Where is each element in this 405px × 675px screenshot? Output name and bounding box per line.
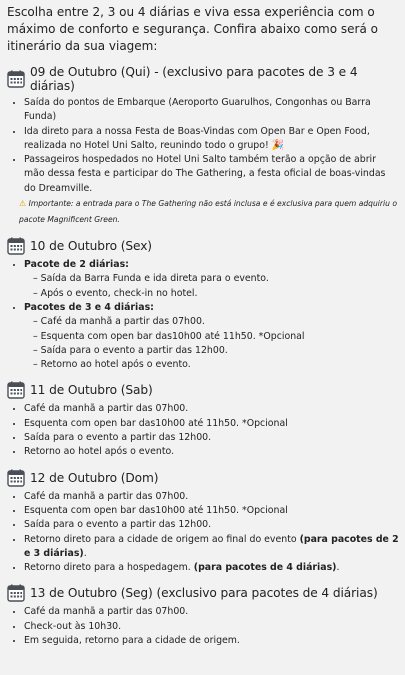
day-header [7, 65, 399, 93]
list-item: – Após o evento, check-in no hotel. [33, 287, 399, 301]
day-title: 11 de Outubro (Sab) [30, 383, 153, 398]
list-item: • Saída para o evento a partir das 12h00. [24, 431, 399, 445]
calendar-icon [7, 70, 25, 88]
list-item: • Café da manhã a partir das 07h00. [24, 402, 399, 416]
list-item: • Saída para o evento a partir das 12h00. [24, 518, 399, 532]
list-item: – Retorno ao hotel após o evento. [33, 358, 399, 372]
list-item: – Esquenta com open bar das10h00 até 11h50. *Opcional [33, 330, 399, 344]
list-item: • Esquenta com open bar das10h00 até 11h50. *Opcional [24, 417, 399, 431]
list-item: – Saída da Barra Funda e ida direta para o evento. [33, 272, 399, 286]
list-item: • Retorno direto para a cidade de origem ao final do evento (para pacotes de 2 e 3 diárias). [24, 533, 399, 562]
calendar-icon [7, 381, 25, 399]
list-item: • Saída do pontos de Embarque (Aeroporto Guarulhos, Congonhas ou Barra Funda) [24, 96, 399, 125]
intro-text: Escolha entre 2, 3 ou 4 diárias e viva essa experiência com o máximo de conforto e segurança. Confira abaixo como será o itinerário da sua viagem: [7, 5, 378, 53]
day-oct-09 [7, 65, 399, 228]
calendar-icon [7, 469, 25, 487]
sub-items [24, 272, 399, 301]
list-item: • Café da manhã a partir das 07h00. [24, 605, 399, 619]
list-item: • Passageiros hospedados no Hotel Uni Salto também terão a opção de abrir mão dessa festa e participar do The Gathering, a festa oficial de boas-vindas do Dreamville. [24, 153, 399, 196]
day-header [7, 381, 399, 399]
important-note: ⚠ Importante: a entrada para o The Gathering não está inclusa e é exclusiva para quem adquiriu o pacote Magnificent Green. [19, 199, 398, 225]
party-popper-icon: 🎉 [271, 139, 285, 151]
list-item: • Esquenta com open bar das10h00 até 11h50. *Opcional [24, 504, 399, 518]
list-item: • Café da manhã a partir das 07h00. [24, 490, 399, 504]
day-title: 13 de Outubro (Seg) (exclusivo para pacotes de 4 diárias) [30, 586, 378, 601]
calendar-icon [7, 237, 25, 255]
group-label: Pacotes de 3 e 4 diárias: [24, 301, 154, 313]
day-oct-10 [7, 237, 399, 372]
calendar-icon [7, 584, 25, 602]
day-items [7, 490, 399, 576]
day-title: 10 de Outubro (Sex) [30, 239, 152, 254]
list-item: – Café da manhã a partir das 07h00. [33, 315, 399, 329]
group-label: Pacote de 2 diárias: [24, 259, 129, 271]
list-item: – Saída para o evento a partir das 12h00. [33, 344, 399, 358]
list-item: • Ida direto para a nossa Festa de Boas-Vindas com Open Bar e Open Food, realizada no Hotel Uni Salto, reunindo todo o grupo! 🎉 [24, 125, 399, 154]
sub-items [24, 315, 399, 372]
day-title: 09 de Outubro (Qui) - (exclusivo para pacotes de 3 e 4 diárias) [30, 65, 358, 93]
list-item: • Retorno direto para a hospedagem. (para pacotes de 4 diárias). [24, 561, 399, 575]
day-header [7, 237, 399, 255]
day-header [7, 469, 399, 487]
list-item: • Check-out às 10h30. [24, 620, 399, 634]
day-items [7, 96, 399, 228]
group-item [24, 258, 399, 301]
day-title: 12 de Outubro (Dom) [30, 470, 159, 485]
group-item [24, 301, 399, 372]
day-items [7, 402, 399, 459]
list-item: • Retorno ao hotel após o evento. [24, 445, 399, 459]
day-items [7, 258, 399, 372]
day-items [7, 605, 399, 648]
day-oct-13 [7, 584, 399, 648]
list-item: • Em seguida, retorno para a cidade de origem. [24, 634, 399, 648]
day-oct-12 [7, 469, 399, 576]
warning-icon: ⚠ [19, 199, 27, 209]
day-oct-11 [7, 381, 399, 459]
day-header [7, 584, 399, 602]
